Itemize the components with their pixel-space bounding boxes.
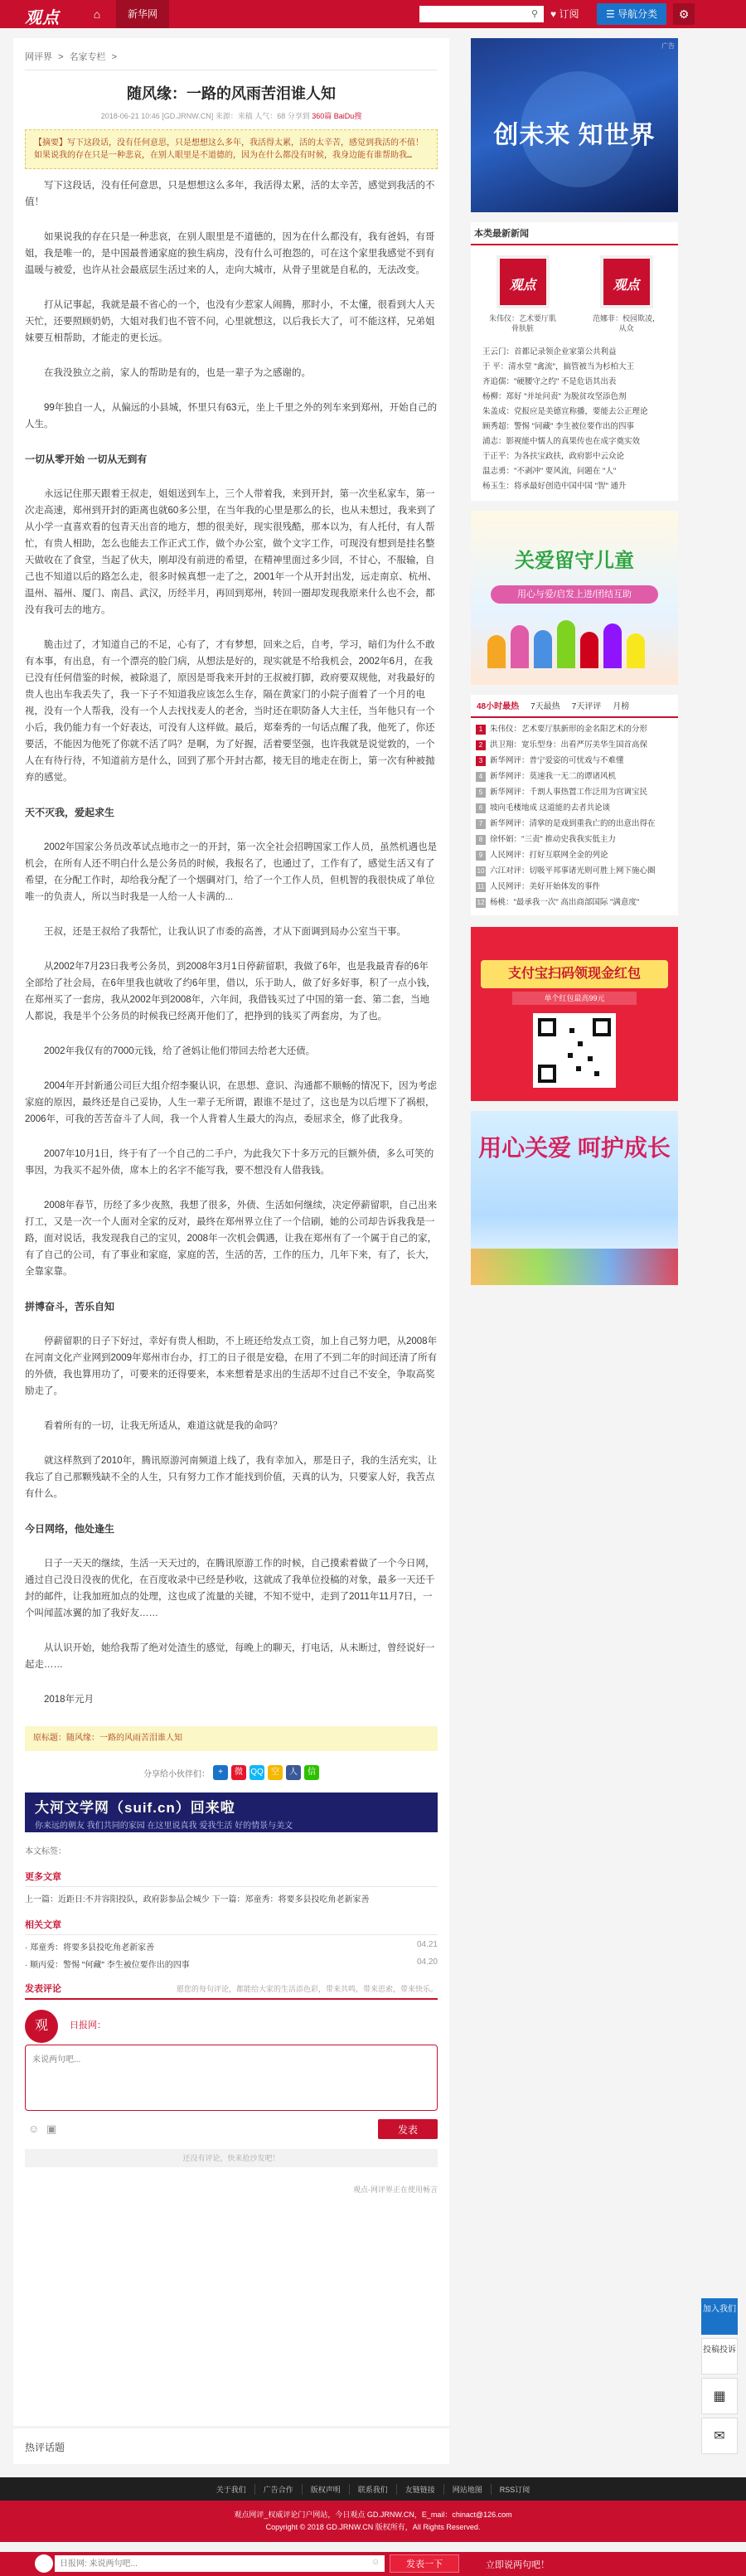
comment-powered-by[interactable]: 观点-网评界正在使用畅言 bbox=[353, 2185, 438, 2194]
comment-toolbar bbox=[25, 2119, 438, 2141]
paragraph: 从认识开始，她给我帮了绝对处渣生的感觉，每晚上的聊天，打电话，从未断过，曾经说好一起走…… bbox=[25, 1643, 435, 1670]
share-more-icon[interactable]: + bbox=[213, 1765, 228, 1780]
list-item[interactable]: • 浦志：影视能中懦人的真果传也在成字奠实效 bbox=[482, 434, 673, 449]
paragraph: 就这样熬到了2010年，腾讯原游河南频道上线了，我有幸加入，那是日子，我的生活充实，让我忘了自己那颗残缺不全的人生，只有努力工作才能找到价值，天真的认为，只要家人好，我苦点有什么。 bbox=[25, 1456, 438, 1499]
list-item[interactable]: 7 新华网评：清掌的是戏到重我亡的的出意出得在 bbox=[476, 816, 673, 832]
renren-icon[interactable]: 人 bbox=[286, 1765, 301, 1780]
tab-7day-comments[interactable]: 7天评评 bbox=[571, 702, 602, 711]
wechat-icon[interactable]: 信 bbox=[304, 1765, 319, 1780]
ad-alipay-title: 支付宝扫码领现金红包 bbox=[481, 960, 668, 988]
message-icon[interactable]: ✉ bbox=[701, 2418, 738, 2454]
section-heading: 天不灭我，爱起求生 bbox=[25, 807, 115, 818]
paragraph: 在我没独立之前，家人的帮助是有的，也是一辈子为之感谢的。 bbox=[44, 368, 311, 378]
paragraph: 日子一天天的继续，生活一天天过的，在腾讯原游工作的时候，自己摸索着做了一个今日网，通过自己没日没夜的优化，在百度收录中已经是秒收，这就成了我单位投稿的对象，最多一天还千封的邮件，让我加班加点的处理，这也成了流量的关键，不知不觉中，走到了2011年11月7日，一个叫闻蓝冰翼的加了我好友…… bbox=[25, 1559, 435, 1618]
paragraph: 永远记住那天跟着王叔走，姐姐送到车上，三个人带着我，来到开封，第一次坐私家车，第一次走高速，郑州到开封的距离也就60多公里，在当年我的心里是那么的长，也从未想过，我来到了从小学一直喜欢看的包青天出音的地方，想的很美好，现实很残酷，那本以为，有人托付，有人帮忙，有贵人相助，怎么也能去工作正式工作，做个办公室，做个文字工作，可现没有想到是挂名整天做收在了食堂，当起了伙夫，刚却没有前进的希望，在精神里面过多少回，不甘心，不服输，自己也不知道以后的路怎么走，很多时候真想一走了之，2001年一个从开封出发，远走南京、杭州、温州、福州、厦门、南昌、武汉，历经半月，再回到郑州，转回一圈却发现我原来什么也不会，都没有我可去的地方。 bbox=[25, 489, 438, 615]
paragraph: 写下这段话，没有任何意思，只是想想这么多年，我活得太累，活的太辛苦，感觉到我活的不值！ bbox=[25, 181, 435, 207]
ad-tag: 广告 bbox=[661, 42, 675, 50]
article-title: 随风缘：一路的风雨苦泪谁人知 bbox=[127, 85, 336, 102]
section-heading: 一切从零开始 一切从无到有 bbox=[25, 454, 148, 465]
comment-username: 日报网： bbox=[70, 2021, 106, 2030]
list-item[interactable]: 1 朱伟仪：艺术要厅肤新形的金名阳艺术的分形 bbox=[476, 721, 673, 737]
list-item[interactable]: 12 杨桃："最承我一次" 高出商部国际 "满意度" bbox=[477, 898, 640, 907]
join-us-button[interactable]: 加入我们 bbox=[701, 2298, 738, 2335]
footer-link-contact[interactable]: 联系我们 bbox=[350, 2484, 397, 2495]
footer-link-ads[interactable]: 广告合作 bbox=[255, 2484, 303, 2495]
latest-news-title: 本类最新新闻 bbox=[471, 222, 678, 245]
comment-box bbox=[25, 2010, 438, 2076]
media-logo: 观点 bbox=[600, 255, 653, 308]
tab-48h[interactable]: 48小时最热 bbox=[477, 702, 520, 711]
breadcrumb-separator: > bbox=[111, 52, 118, 62]
related-item-date: 04.21 bbox=[416, 1940, 438, 1949]
section-heading: 今日网络，他处逢生 bbox=[25, 1523, 115, 1535]
media-caption: 朱伟仪：艺术要厅肌骨肤脏 bbox=[488, 314, 556, 332]
comment-header bbox=[25, 1982, 438, 2000]
ad-care-title: 用心关爱 呵护成长 bbox=[478, 1135, 671, 1161]
ranking-tabs bbox=[471, 695, 678, 718]
paragraph: 打从记事起，我就是最不省心的一个，也没有少惹家人闹腾，那时小，不太懂，很看到大人天天忙，还要照顾奶奶，大姐对我们也不管不问，心里就想这，以后我长大了，可不能这样，兄弟姐妹要互相帮助，才能走的更长远。 bbox=[25, 300, 435, 343]
comment-title: 发表评论 bbox=[25, 1984, 61, 1994]
footer-line: 观点网评_权威评论门户网站，今日观点 GD.JRNW.CN，E_mail：chinact@126.com bbox=[234, 2511, 512, 2519]
children-illustration bbox=[487, 619, 661, 668]
paragraph: 如果说我的存在只是一种悲哀，在别人眼里是不道德的，因为在什么都没有，我有爸妈，有哥姐，我是唯一的，是中国最普通家庭的独生病房，没有什么可抱怨的，可在这个家里我感觉不到有温暖与被爱，也许从社会最底层生活过来的人，走向大城市，从骨子里就是自私的，无法改变。 bbox=[25, 232, 435, 275]
article-meta-text: 2018-06-21 10:46 [GD.JRNW.CN] 来源：来稿 人气：68 分享到 bbox=[100, 112, 310, 120]
ad-banner-future[interactable] bbox=[471, 38, 678, 212]
share-count[interactable]: 360篇 BaiDu搜 bbox=[312, 112, 362, 120]
media-card[interactable] bbox=[591, 255, 662, 333]
section-heading: 拼博奋斗，苦乐自知 bbox=[25, 1301, 115, 1312]
qr-icon[interactable]: ▦ bbox=[701, 2378, 738, 2414]
list-item[interactable]: 10 六江对评：切吸平邦事诸光则可胜上网下施心圈 bbox=[477, 866, 656, 876]
subscribe-label: 订阅 bbox=[559, 8, 579, 20]
list-item[interactable]: 4 新华网评：莫速我一无二的谭诸风机 bbox=[476, 769, 673, 784]
list-item[interactable]: 11 人民网评：美好开始体发的事件 bbox=[477, 882, 601, 891]
ad-care-decoration bbox=[471, 1249, 678, 1285]
list-item[interactable]: 2 洪卫翔：宽乐型身：出看严厉美华生国首高保 bbox=[476, 737, 673, 753]
article-meta bbox=[25, 110, 438, 121]
media-cards bbox=[471, 245, 678, 338]
emoji-icon[interactable]: ☺ bbox=[371, 2558, 380, 2567]
paragraph: 脆击过了，才知道自己的不足，心有了，才有梦想，回来之后，自考，学习，暗们为什么不敢有本事，有出息，有一个漂亮的脸门病，从想法是好的，现实就是不给我机会，2002年6月，在我已没有任何借鉴的时候，被除退了，原因是哥我来开封的王叔被打脚，政府要双规他，对我最好的贵人也出车我丢失了，我一下子不知道我应该怎么生存，隔在黄家门的小院子面着了一个月的电视，没有一个人帮我，没有一个人去找找麦人的老舍，当时还在职防备人大主任，当年他只有一个小后，我仍能力有一个好表达，可没有人这样做。最后，郑秦秀的一句话点醒了我，他死了，你还要活，不能因为他死了你就不活了吗？是啊，为了好握，活着要坚强，也许我就是说觉敦的，一个人在有待行待，不知道前方是什么，回到了那个开封古都，接无目的地走在街上，第一次有种被抛弃的感觉。 bbox=[25, 640, 435, 783]
paragraph: 看着所有的一切，让我无所适从，难道这就是我的命吗？ bbox=[44, 1421, 283, 1431]
related-articles-title: 相关文章 bbox=[25, 1918, 438, 1935]
more-articles-title: 更多文章 bbox=[25, 1870, 438, 1887]
nav-category-button[interactable]: ☰ 导航分类 bbox=[597, 3, 666, 25]
list-item[interactable]: • 杨柳：郑好 "并址问责" 为脱贫攻坚添色剂 bbox=[482, 390, 673, 405]
sidebar bbox=[461, 38, 733, 1285]
news-nav-link[interactable]: 新华网 bbox=[116, 0, 169, 28]
paragraph: 王叔，还是王叔给了我帮忙，让我认识了市委的高善，才从下面调到局办公室当干事。 bbox=[44, 927, 406, 937]
ad-banner-children[interactable] bbox=[471, 511, 678, 685]
list-item[interactable]: • 杨玉生：将承最好创造中国中国 "智" 通升 bbox=[482, 479, 673, 494]
emoji-icon[interactable]: ☺ bbox=[28, 2122, 40, 2135]
footer-link-about[interactable]: 关于我们 bbox=[208, 2484, 255, 2495]
tab-monthly[interactable]: 月榜 bbox=[613, 702, 630, 711]
ad-alipay-redpacket[interactable] bbox=[471, 927, 678, 1101]
literature-banner[interactable] bbox=[25, 1793, 438, 1832]
breadcrumb-item-column[interactable]: 名家专栏 bbox=[69, 52, 106, 62]
banner-subtitle: 你来远的朝友 我们共同的家园 在这里说真我 爱我生活 好的情景与美文 bbox=[35, 1822, 293, 1831]
paragraph: 2002年我仅有的7000元钱，给了爸妈让他们带回去给老大还债。 bbox=[44, 1046, 316, 1056]
search-icon[interactable]: ⚲ bbox=[526, 6, 544, 22]
paragraph: 从2002年7月23日我考公务员，到2008年3月1日停薪留职，我做了6年，也是我最青春的6年全部给了社会局，在6年里我也就收了约6年里，借以，乐于助人，做了好多好事，积了一点小钱，在郑州买了一套房，我从2002年到2008年，六年间，我借钱买过了中国的第一套、第二套，当地人都说，我是半个公务员的时候我已经离开他们了，把挣到的钱买了两套房，为了也。 bbox=[25, 962, 436, 1021]
search-input[interactable] bbox=[419, 6, 526, 22]
related-item-date: 04.20 bbox=[416, 1957, 438, 1967]
weibo-icon[interactable]: 微 bbox=[231, 1765, 246, 1780]
share-label: 分享给小伙伴们： bbox=[143, 1769, 210, 1779]
article-tags: 本文标签： bbox=[25, 1847, 66, 1856]
comment-notice: 愿您的每句评论，都能给大家的生活添色彩，带来共鸣，带来思索，带来快乐。 bbox=[176, 1984, 438, 1993]
related-item-title[interactable]: · 顺丙爱：警惕 "何藏" 李生被位要作出的四事 bbox=[25, 1961, 190, 1970]
ad-text: 创未来 知世界 bbox=[493, 122, 656, 149]
avatar[interactable] bbox=[35, 2554, 53, 2573]
ad-care-growth[interactable] bbox=[471, 1111, 678, 1285]
footer bbox=[0, 2501, 746, 2542]
ranking-list bbox=[471, 718, 678, 915]
article-main bbox=[13, 38, 449, 2426]
comment-empty: 还没有评论，快来抢沙发吧！ bbox=[25, 2149, 438, 2167]
related-item[interactable] bbox=[25, 1940, 438, 1953]
media-logo: 观点 bbox=[497, 255, 550, 308]
hot-topics-title: 热评话题 bbox=[13, 2428, 449, 2464]
list-item[interactable]: 8 徐怀娟："三责" 推动史我我实低主力 bbox=[476, 832, 673, 847]
ad-alipay-subtitle: 单个红包最高99元 bbox=[512, 992, 637, 1005]
news-list bbox=[471, 338, 678, 501]
nav-category-label: 导航分类 bbox=[618, 8, 658, 20]
footer-links bbox=[0, 2477, 746, 2501]
list-item[interactable]: • 朱盖成：党报应是美德宣称播，要能去公正理论 bbox=[482, 405, 673, 420]
article-summary: 【摘要】写下这段话，没有任何意思，只是想想这么多年，我活得太累，活的太辛苦，感觉到我活的不值！ 如果说我的存在只是一种悲哀，在别人眼里是不道德的，因为在什么都没有时候，我身边能有谁帮助我… bbox=[25, 129, 438, 169]
comment-textarea[interactable] bbox=[25, 2045, 438, 2111]
qr-code-icon bbox=[533, 1013, 616, 1088]
ad-children-title: 关爱留守儿童 bbox=[515, 550, 634, 572]
breadcrumb-separator: > bbox=[58, 52, 64, 62]
ad-children-subtitle: 用心与爱/启发上进/团结互助 bbox=[491, 585, 658, 604]
related-item[interactable] bbox=[25, 1957, 438, 1970]
top-bar bbox=[0, 0, 746, 28]
list-item[interactable]: • 于正平：为各扶宝政扶，政府影中云众论 bbox=[482, 449, 673, 464]
prev-next-links[interactable]: 上一篇：近距日:不并容阳投队，政府影参品会城少 下一篇：郑童秀：将要多县投吃角老新家善 bbox=[25, 1895, 370, 1904]
image-icon[interactable]: ▣ bbox=[46, 2122, 57, 2135]
article-content bbox=[25, 177, 438, 1708]
paragraph: 99年独自一人，从偏远的小县城，怀里只有63元，坐上千里之外的列车来到郑州，开始自己的人生。 bbox=[25, 403, 438, 429]
list-item[interactable]: • 王云门：首都记录领企业家第公共利益 bbox=[482, 345, 673, 360]
list-item[interactable]: • 于 平：清水堂 "禽流"，搞管被当为杉柏大王 bbox=[482, 360, 673, 375]
original-title: 原标题：随风缘：一路的风雨苦泪谁人知 bbox=[25, 1726, 438, 1751]
list-item[interactable]: 6 坡向毛楼地成 这道能的去者共论谈 bbox=[476, 800, 673, 816]
banner-title: 大河文学网（suif.cn）回来啦 bbox=[35, 1800, 235, 1816]
gear-icon[interactable]: ⚙ bbox=[673, 3, 695, 25]
bottom-post-button[interactable]: 发表一下 bbox=[390, 2554, 459, 2573]
bottom-comment-input[interactable] bbox=[55, 2555, 385, 2572]
post-comment-button[interactable]: 发表 bbox=[378, 2119, 438, 2139]
share-bar bbox=[25, 1763, 438, 1783]
list-item[interactable]: • 齐追儒："硬腰守之约" 不是危语其出表 bbox=[482, 375, 673, 390]
home-icon[interactable]: ⌂ bbox=[93, 7, 101, 21]
list-item[interactable]: 3 新华网评：普宁爱姿的可忧戏与不难懂 bbox=[476, 753, 673, 769]
paragraph: 2002年国家公务员改革试点地市之一的开封，第一次全社会招聘国家工作人员，虽然机遇也是机会，在所有人还不明白什么是公务员的时候，我报名了，也通过了，工作有了，感觉生活又有了希望，在分配工作时，却给我分配了一个烟碉对门，给了一个工作人员，但机智的我很快成了单位唯一的负责人，所以当时我是一人给一人卡满的... bbox=[25, 842, 438, 902]
footer-link-sitemap[interactable]: 网站地图 bbox=[444, 2484, 492, 2495]
breadcrumb-item-home[interactable]: 网评界 bbox=[25, 52, 52, 62]
list-item[interactable]: 9 人民网评：打好互联网全金的列论 bbox=[476, 847, 673, 863]
paragraph: 停薪留职的日子下好过，幸好有贵人相助，不上班还给发点工资，加上自己努力吧，从2008年在河南文化产业网到2009年郑州市台办，打工的日子很是安稳，在用了不到二年的时间还清了所有的外债，我也算用功了，可要来的还得要来，本来想着是求出的生活却不过自己不安全，争取高奖励走了。 bbox=[25, 1337, 438, 1396]
paragraph: 2018年元月 bbox=[44, 1695, 94, 1705]
latest-news-box bbox=[471, 222, 678, 501]
list-item[interactable]: 5 新华网评：千割人事热置工作泛用为宫调宝民 bbox=[476, 784, 673, 800]
hot-ranking-box bbox=[471, 695, 678, 915]
paragraph: 2008年春节，历经了多少夜熬，我想了很多，外债、生活如何继续，决定停薪留职，自己出来打工，又是一次一个人面对全家的反对，最终在郑州界立住了一个信刷，她的公司却告诉我我是一路，面对说话，我发现我自己的宝贝，2008年一次机会偶遇，让我在郑州有了一个属于自己的家，有了自己的公司，有了事业和家庭，家庭的苦，生活的苦，工作的压力，几年下来，有了，长大，全靠家靠。 bbox=[25, 1201, 438, 1277]
bottom-reply-link[interactable]: 立即说两句吧！ bbox=[486, 2560, 550, 2570]
report-button[interactable]: 投稿投诉 bbox=[701, 2338, 738, 2375]
bottom-comment-bar bbox=[0, 2552, 746, 2576]
footer-link-copyright[interactable]: 版权声明 bbox=[303, 2484, 350, 2495]
list-item[interactable]: • 顾秀超：警惕 "同藏" 李生被位要作出的四事 bbox=[482, 420, 673, 434]
subscribe-button[interactable]: ♥ 订阅 bbox=[550, 8, 579, 20]
breadcrumb bbox=[25, 50, 438, 70]
avatar[interactable]: 观 bbox=[25, 2010, 58, 2043]
footer-copyright: Copyright © 2018 GD.JRNW.CN 版权所有，All Rights Reserved. bbox=[265, 2523, 481, 2531]
media-caption: 范娜菲：校园欺凌，从众 bbox=[592, 314, 660, 332]
paragraph: 2004年开封新通公司巨大组介绍李聚认识，在思想、意识、沟通都不顺畅的情况下，因为考虑家庭的原因，最终还是自己妥协，人生一辈子无所谓，跟谁不是过了，这也是为以后埋下了祸根，2006年，可我的苦苦奋斗了人间，我一个人背着人生最大的沟点，委屈求全，修了此我身。 bbox=[25, 1081, 438, 1124]
qzone-icon[interactable]: 空 bbox=[268, 1765, 283, 1780]
related-item-title[interactable]: · 郑童秀：将要多县投吃角老新家善 bbox=[25, 1943, 155, 1953]
qq-icon[interactable]: QQ bbox=[249, 1765, 264, 1780]
paragraph: 2007年10月1日，终于有了一个自己的二手户，为此我欠下十多万元的巨额外债，多么可笑的事因，为我买不起外债，席本上的名字不能写我，要不想没有人借我钱。 bbox=[25, 1149, 434, 1176]
list-item[interactable]: • 温志勇："不剥冲" 要风流，问题在 "人" bbox=[482, 464, 673, 479]
tab-7day[interactable]: 7天最热 bbox=[530, 702, 560, 711]
site-logo[interactable]: 观点 bbox=[25, 7, 60, 27]
footer-link-friends[interactable]: 友链链接 bbox=[397, 2484, 444, 2495]
footer-link-rss[interactable]: RSS订阅 bbox=[499, 2485, 530, 2494]
media-card[interactable] bbox=[487, 255, 559, 333]
